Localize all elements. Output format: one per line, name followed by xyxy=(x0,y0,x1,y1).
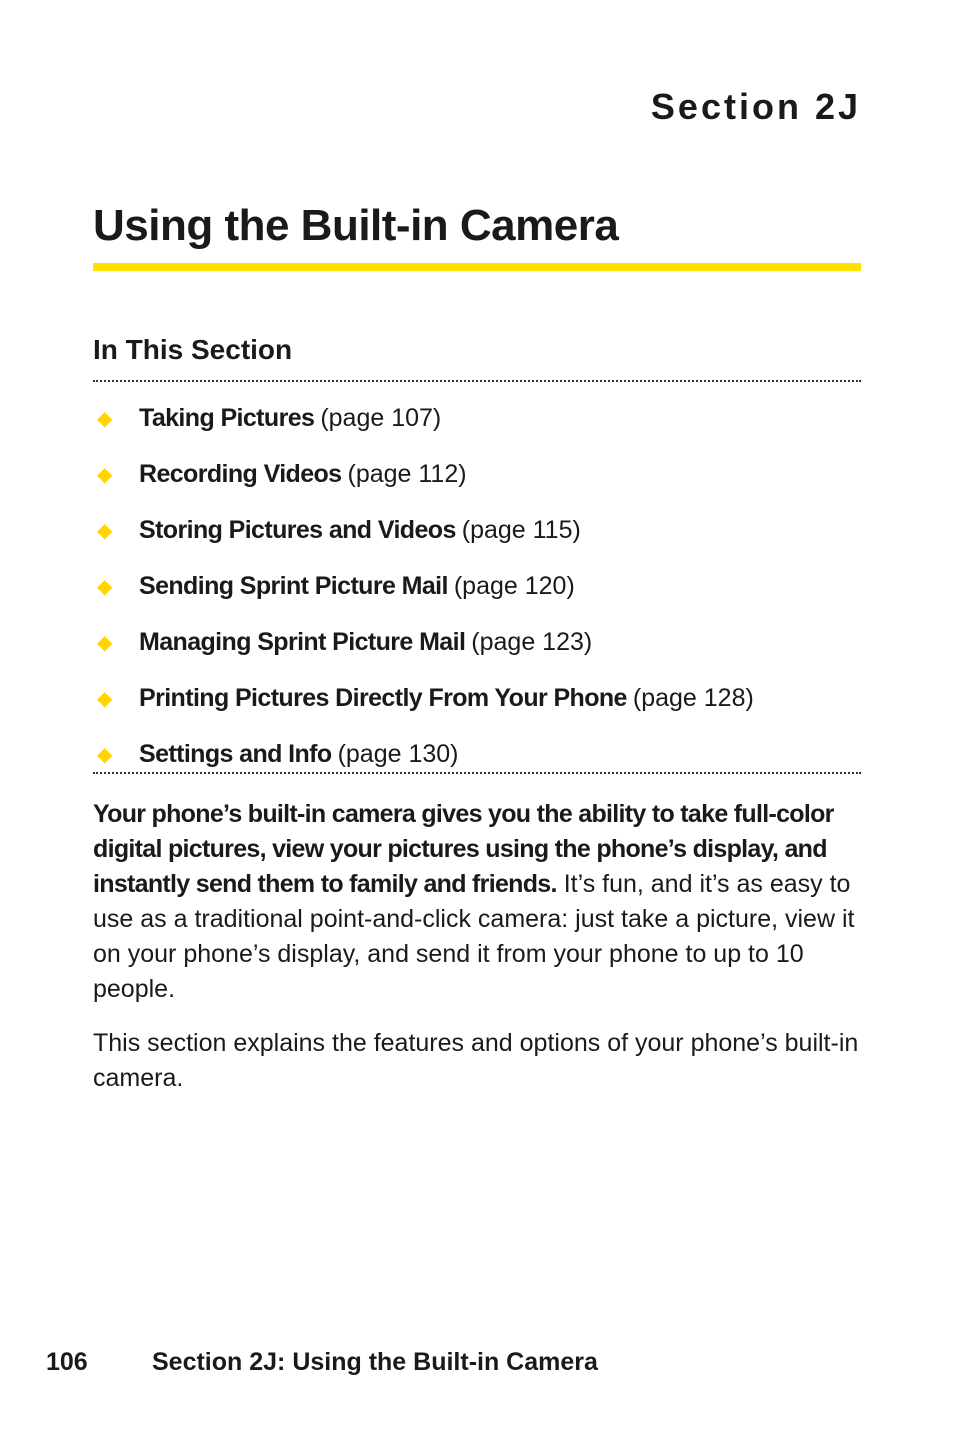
in-this-section-heading: In This Section xyxy=(93,334,293,365)
diamond-bullet-icon: ◆ xyxy=(97,519,113,542)
dotted-divider-top xyxy=(93,380,861,382)
diamond-bullet-icon: ◆ xyxy=(97,687,113,710)
running-title: Section 2J: Using the Built-in Camera xyxy=(152,1348,598,1376)
list-item-title: Printing Pictures Directly From Your Phone xyxy=(139,683,627,712)
list-item-page: (page 123) xyxy=(471,627,593,656)
intro-body-text: It’s fun, and it’s as easy to use as a traditional point-and-click camera: just take a picture, view it on your phone’s display, and send it from your phone to up to 10 people. xyxy=(93,870,855,1003)
list-item-title: Sending Sprint Picture Mail xyxy=(139,571,448,600)
intro-lead-text: Your phone’s built-in camera gives you the ability to take full-color digital pictures, view your pictures using the phone’s display, and instantly send them to family and friends. xyxy=(93,800,834,898)
section-label: Section 2J xyxy=(650,86,861,127)
list-item[interactable] xyxy=(93,502,861,558)
diamond-bullet-icon: ◆ xyxy=(97,407,113,430)
list-item-title: Taking Pictures xyxy=(139,403,315,432)
list-item[interactable] xyxy=(93,670,861,726)
title-underline xyxy=(93,263,861,271)
list-item-title: Settings and Info xyxy=(139,739,332,768)
diamond-bullet-icon: ◆ xyxy=(97,631,113,654)
section-contents-list xyxy=(93,390,861,782)
list-item-page: (page 112) xyxy=(347,459,467,488)
dotted-divider-bottom xyxy=(93,772,861,774)
list-item[interactable] xyxy=(93,390,861,446)
list-item-page: (page 130) xyxy=(337,739,459,768)
list-item-title: Managing Sprint Picture Mail xyxy=(139,627,466,656)
section-description-paragraph: This section explains the features and options of your phone’s built-in camera. xyxy=(93,1029,859,1092)
list-item[interactable] xyxy=(93,558,861,614)
diamond-bullet-icon: ◆ xyxy=(97,575,113,598)
diamond-bullet-icon: ◆ xyxy=(97,463,113,486)
list-item[interactable] xyxy=(93,446,861,502)
page-title: Using the Built-in Camera xyxy=(93,201,619,250)
list-item-title: Recording Videos xyxy=(139,459,342,488)
list-item-page: (page 115) xyxy=(461,515,581,544)
list-item[interactable] xyxy=(93,614,861,670)
page-footer xyxy=(46,1348,598,1377)
list-item-title: Storing Pictures and Videos xyxy=(139,515,456,544)
list-item-page: (page 107) xyxy=(320,403,442,432)
list-item-page: (page 128) xyxy=(632,683,754,712)
diamond-bullet-icon: ◆ xyxy=(97,743,113,766)
list-item-page: (page 120) xyxy=(453,571,575,600)
intro-paragraph xyxy=(93,797,863,1007)
page-number: 106 xyxy=(46,1348,88,1376)
